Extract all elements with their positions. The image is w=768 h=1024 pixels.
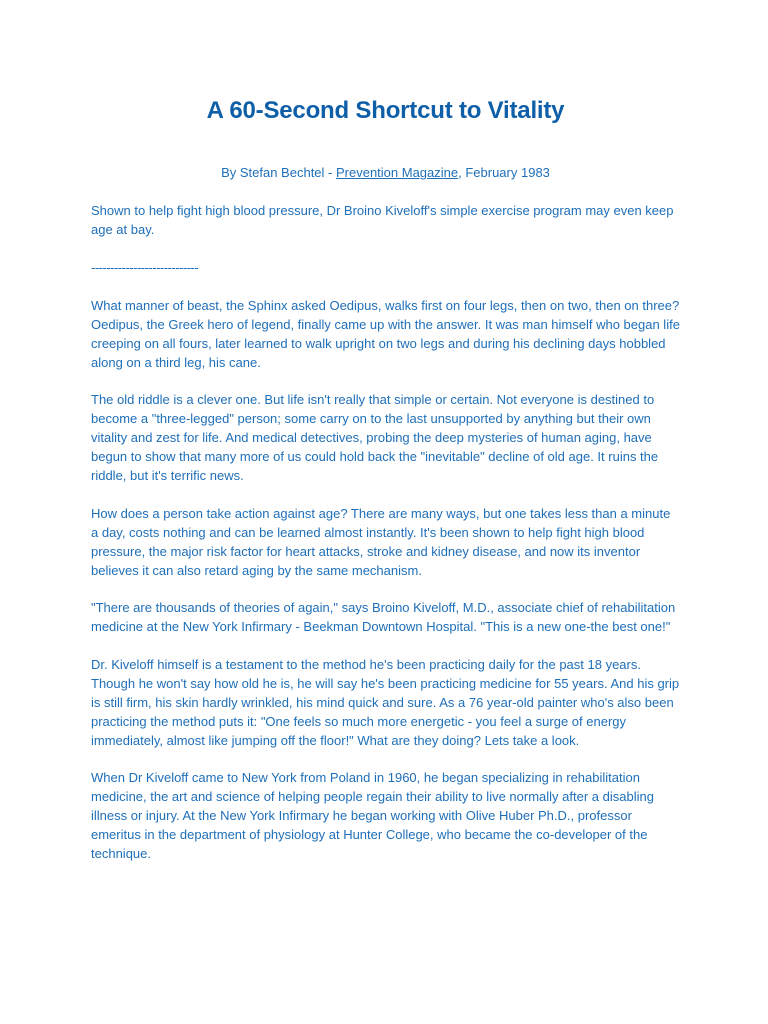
article-title: A 60-Second Shortcut to Vitality: [206, 97, 565, 124]
paragraph-2: The old riddle is a clever one. But life isn't really that simple or certain. Not everyone is destined to become a "three-legged" person; some carry on to the last unsupported by anything but their own vitality and zest for life. And medical detectives, probing the deep mysteries of human aging, have begun to show that many more of us could hold back the "inevitable" decline of old age. It ruins the riddle, but it's terrific news.: [91, 392, 659, 483]
article-byline: [91, 163, 680, 182]
publication-link[interactable]: Prevention Magazine: [335, 165, 459, 180]
paragraph-1: What manner of beast, the Sphinx asked Oedipus, walks first on four legs, then on two, then on three? Oedipus, the Greek hero of legend, finally came up with the answer. It was man himself who began life creeping on all fours, later learned to walk upright on two legs and during his declining days hobbled along on a third leg, his cane.: [91, 297, 680, 370]
paragraph-4: "There are thousands of theories of again," says Broino Kiveloff, M.D., associate chief of rehabilitation medicine at the New York Infirmary - Beekman Downtown Hospital. "This is a new one-the best one!": [91, 600, 676, 634]
section-divider: ----------------------------: [91, 260, 199, 275]
paragraph-5: Dr. Kiveloff himself is a testament to the method he's been practicing daily for the past 18 years. Though he won't say how old he is, he will say he's been practicing medicine for 55 years. And his grip is still firm, his skin hardly wrinkled, his mind quick and sure. As a 76 year-old painter who's also been practicing the method puts it: "One feels so much more energetic - you feel a surge of energy immediately, almost like jumping off the floor!" What are they doing? Lets take a look.: [91, 656, 680, 748]
byline-date: , February 1983: [458, 165, 550, 180]
byline-author: By Stefan Bechtel -: [221, 165, 336, 180]
article-summary: Shown to help fight high blood pressure, Dr Broino Kiveloff's simple exercise program may even keep age at bay.: [91, 203, 674, 237]
paragraph-3: How does a person take action against age? There are many ways, but one takes less than a minute a day, costs nothing and can be learned almost instantly. It's been shown to help fight high blood pressure, the major risk factor for heart attacks, stroke and kidney disease, and now its inventor believes it can also retard aging by the same mechanism.: [91, 505, 671, 578]
paragraph-6: When Dr Kiveloff came to New York from Poland in 1960, he began specializing in rehabilitation medicine, the art and science of helping people regain their ability to live normally after a disabling illness or injury. At the New York Infirmary he began working with Olive Huber Ph.D., professor emeritus in the department of physiology at Hunter College, who became the co-developer of the technique.: [91, 770, 654, 861]
